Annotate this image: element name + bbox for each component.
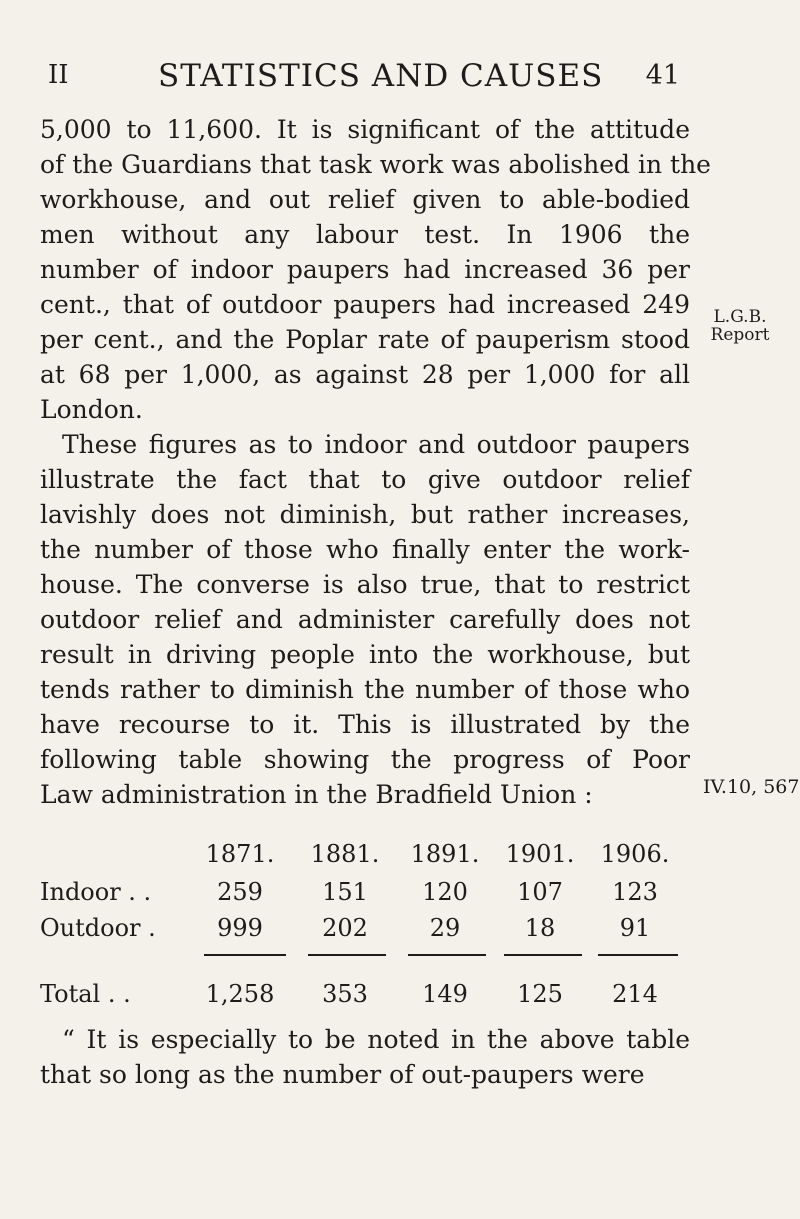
sum-rule	[408, 954, 486, 956]
margin-note-reference: IV.10, 567	[703, 776, 800, 798]
text-line: house. The converse is also true, that to restrict	[40, 570, 690, 599]
text-line: “ It is especially to be noted in the above table	[62, 1025, 690, 1054]
text-line: illustrate the fact that to give outdoor relief	[40, 465, 690, 494]
text-line: per cent., and the Poplar rate of pauperism stood	[40, 325, 690, 354]
table-header-row	[40, 840, 690, 874]
text-line: cent., that of outdoor paupers had increased 249	[40, 290, 690, 319]
sum-rule	[204, 954, 286, 956]
text-line: These figures as to indoor and outdoor paupers	[62, 430, 690, 459]
text-line: number of indoor paupers had increased 36 per	[40, 255, 690, 284]
table-cell: 259	[217, 878, 263, 906]
page-number: 41	[645, 60, 680, 91]
sum-rule	[504, 954, 582, 956]
table-cell: 999	[217, 914, 263, 942]
text-line: outdoor relief and administer carefully does not	[40, 605, 690, 634]
text-line: tends rather to diminish the number of those who	[40, 675, 690, 704]
text-line: have recourse to it. This is illustrated by the	[40, 710, 690, 739]
table-cell: 123	[612, 878, 658, 906]
text-line: London.	[40, 395, 143, 424]
text-line: following table showing the progress of Poor	[40, 745, 690, 774]
margin-note-lgb-report	[705, 308, 775, 344]
year-header: 1906.	[600, 840, 670, 868]
text-line: result in driving people into the workhouse, but	[40, 640, 690, 669]
running-header	[48, 58, 688, 98]
table-total-row	[40, 980, 690, 1014]
text-line: men without any labour test. In 1906 the	[40, 220, 690, 249]
text-line: of the Guardians that task work was abolished in the	[40, 150, 711, 179]
table-row	[40, 914, 690, 948]
row-label-outdoor: Outdoor .	[40, 914, 156, 942]
row-label-total: Total . .	[40, 980, 131, 1008]
table-cell: 1,258	[205, 980, 275, 1008]
sum-rule	[308, 954, 386, 956]
text-line: that so long as the number of out-paupers were	[40, 1060, 645, 1089]
table-cell: 202	[322, 914, 368, 942]
table-cell: 107	[517, 878, 563, 906]
table-cell: 120	[422, 878, 468, 906]
margin-note-lgb: L.G.B.	[713, 307, 767, 327]
text-line: Law administration in the Bradfield Union :	[40, 780, 593, 809]
table-cell: 353	[322, 980, 368, 1008]
year-header: 1871.	[205, 840, 275, 868]
table-cell: 214	[612, 980, 658, 1008]
table-cell: 29	[429, 914, 461, 942]
table-cell: 149	[422, 980, 468, 1008]
year-header: 1891.	[410, 840, 480, 868]
table-row	[40, 878, 690, 912]
year-header: 1881.	[310, 840, 380, 868]
margin-note-report: Report	[710, 325, 770, 345]
table-cell: 151	[322, 878, 368, 906]
text-line: workhouse, and out relief given to able-bodied	[40, 185, 690, 214]
table-cell: 125	[517, 980, 563, 1008]
sum-rule	[598, 954, 678, 956]
text-line: lavishly does not diminish, but rather increases,	[40, 500, 690, 529]
table-cell: 91	[619, 914, 651, 942]
row-label-indoor: Indoor . .	[40, 878, 152, 906]
chapter-number: II	[48, 60, 69, 90]
table-cell: 18	[524, 914, 556, 942]
closing-text	[40, 1022, 690, 1092]
text-line: the number of those who finally enter the work-	[40, 535, 690, 564]
year-header: 1901.	[505, 840, 575, 868]
text-line: at 68 per 1,000, as against 28 per 1,000 for all	[40, 360, 690, 389]
text-line: 5,000 to 11,600. It is significant of the attitude	[40, 115, 690, 144]
body-text	[40, 112, 711, 812]
page-title: STATISTICS AND CAUSES	[158, 58, 604, 94]
